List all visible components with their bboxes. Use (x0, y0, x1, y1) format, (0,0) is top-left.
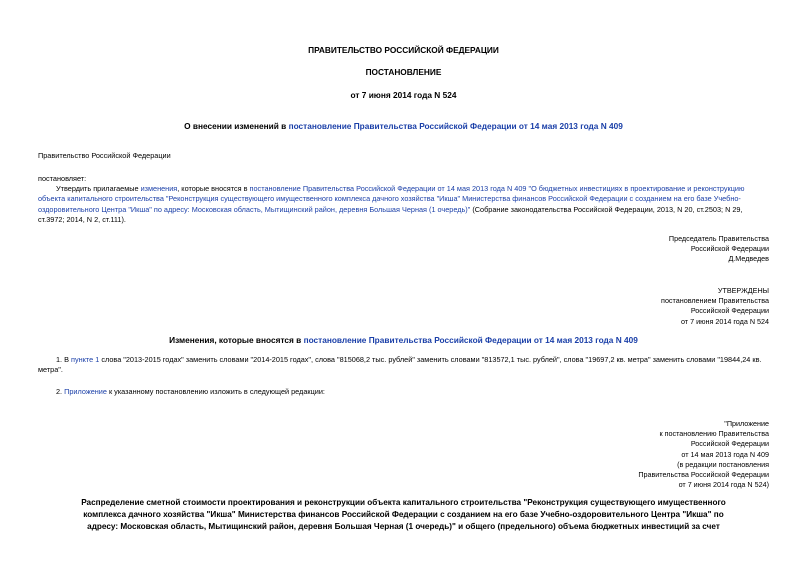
body-text-1: Утвердить прилагаемые (56, 184, 141, 193)
change-item-1 (38, 355, 770, 376)
doc-date-heading: от 7 июня 2014 года N 524 (350, 90, 457, 100)
final-heading-line-3: адресу: Московская область, Мытищинский район, деревня Большая Черная (1 очередь)" и общего (предельного) объема бюджетных инвестиций за счет (87, 521, 720, 531)
final-heading-line-1: Распределение сметной стоимости проектирования и реконструкции объекта капитального строительства "Реконструкция существующего имущественного (81, 498, 726, 507)
appendix-line-2: к постановлению Правительства (659, 429, 769, 439)
appendix-line-7: от 7 июня 2014 года N 524) (678, 480, 769, 490)
approved-line-1: УТВЕРЖДЕНЫ (717, 286, 769, 295)
approved-line-4: от 7 июня 2014 года N 524 (680, 316, 769, 326)
final-heading (0, 497, 807, 533)
item2-link[interactable]: Приложение (64, 387, 107, 396)
item1-text-1: 1. В (56, 355, 72, 364)
change-item-2 (38, 387, 770, 397)
changes-title-link[interactable]: постановление Правительства Российской Федерации от 14 мая 2013 года N 409 (303, 335, 638, 345)
preamble-line-2: постановляет: (38, 174, 87, 183)
appendix-reference-block (638, 419, 769, 491)
changes-link[interactable]: изменения (140, 184, 178, 193)
approved-line-3: Российской Федерации (690, 306, 769, 316)
title-prefix: О внесении изменений в (184, 121, 289, 131)
body-paragraph (38, 184, 770, 225)
signature-line-1: Председатель Правительства (668, 234, 769, 243)
item1-link[interactable]: пункте 1 (71, 355, 100, 364)
body-text-3: (Собрание законодательства Российской Федерации, 2013, N 20, ст.2503; N 29, ст.3972; 2014, N 2, ст.111). (38, 204, 743, 225)
body-text-2: , которые вносятся в (177, 184, 250, 193)
signature-line-2: Российской Федерации (690, 244, 769, 254)
appendix-line-1: "Приложение (724, 419, 769, 428)
changes-title (0, 335, 807, 347)
signature-name: Д.Медведев (728, 254, 769, 264)
changes-title-prefix: Изменения, которые вносятся в (169, 335, 304, 345)
decree-409-link[interactable]: постановление Правительства Российской Федерации от 14 мая 2013 года N 409 "О бюджетных инвестициях в проектирование и реконструкцию объекта капитального строительства "Реконструкция существующего имущественного комплекса дачного хозяйства "Икша" Министерства финансов Российской Федерации с созданием на его базе Учебно-оздоровительного Центра "Икша" по адресу: Московская область, Мытищинский район, деревня Большая Черная (1 очередь)" (38, 184, 745, 214)
approved-line-2: постановлением Правительства (661, 296, 769, 306)
title-link[interactable]: постановление Правительства Российской Федерации от 14 мая 2013 года N 409 (288, 121, 623, 131)
item2-text-2: к указанному постановлению изложить в следующей редакции: (106, 387, 325, 396)
signature-block (669, 234, 769, 265)
document-title (0, 121, 807, 133)
appendix-line-5: (в редакции постановления (677, 459, 769, 469)
appendix-line-3: Российской Федерации (690, 439, 769, 449)
org-heading: ПРАВИТЕЛЬСТВО РОССИЙСКОЙ ФЕДЕРАЦИИ (308, 45, 499, 55)
item1-text-2: слова "2013-2015 годах" заменить словами "2014-2015 годах", слова "815068,2 тыс. рублей" заменить словами "813572,1 тыс. рублей", слова "19697,2 кв. метра" заменить словами "19844,24 кв. метра". (38, 355, 762, 375)
final-heading-line-2: комплекса дачного хозяйства "Икша" Министерства финансов Российской Федерации с созданием на его базе Учебно-оздоровительного Центра "Икша" по (83, 509, 724, 519)
appendix-line-6: Правительства Российской Федерации (638, 470, 769, 480)
appendix-line-4: от 14 мая 2013 года N 409 (681, 449, 769, 459)
item2-text-1: 2. (56, 387, 65, 396)
doc-type-heading: ПОСТАНОВЛЕНИЕ (365, 67, 442, 77)
preamble-line-1: Правительство Российской Федерации (38, 151, 171, 160)
approved-block (661, 286, 769, 327)
